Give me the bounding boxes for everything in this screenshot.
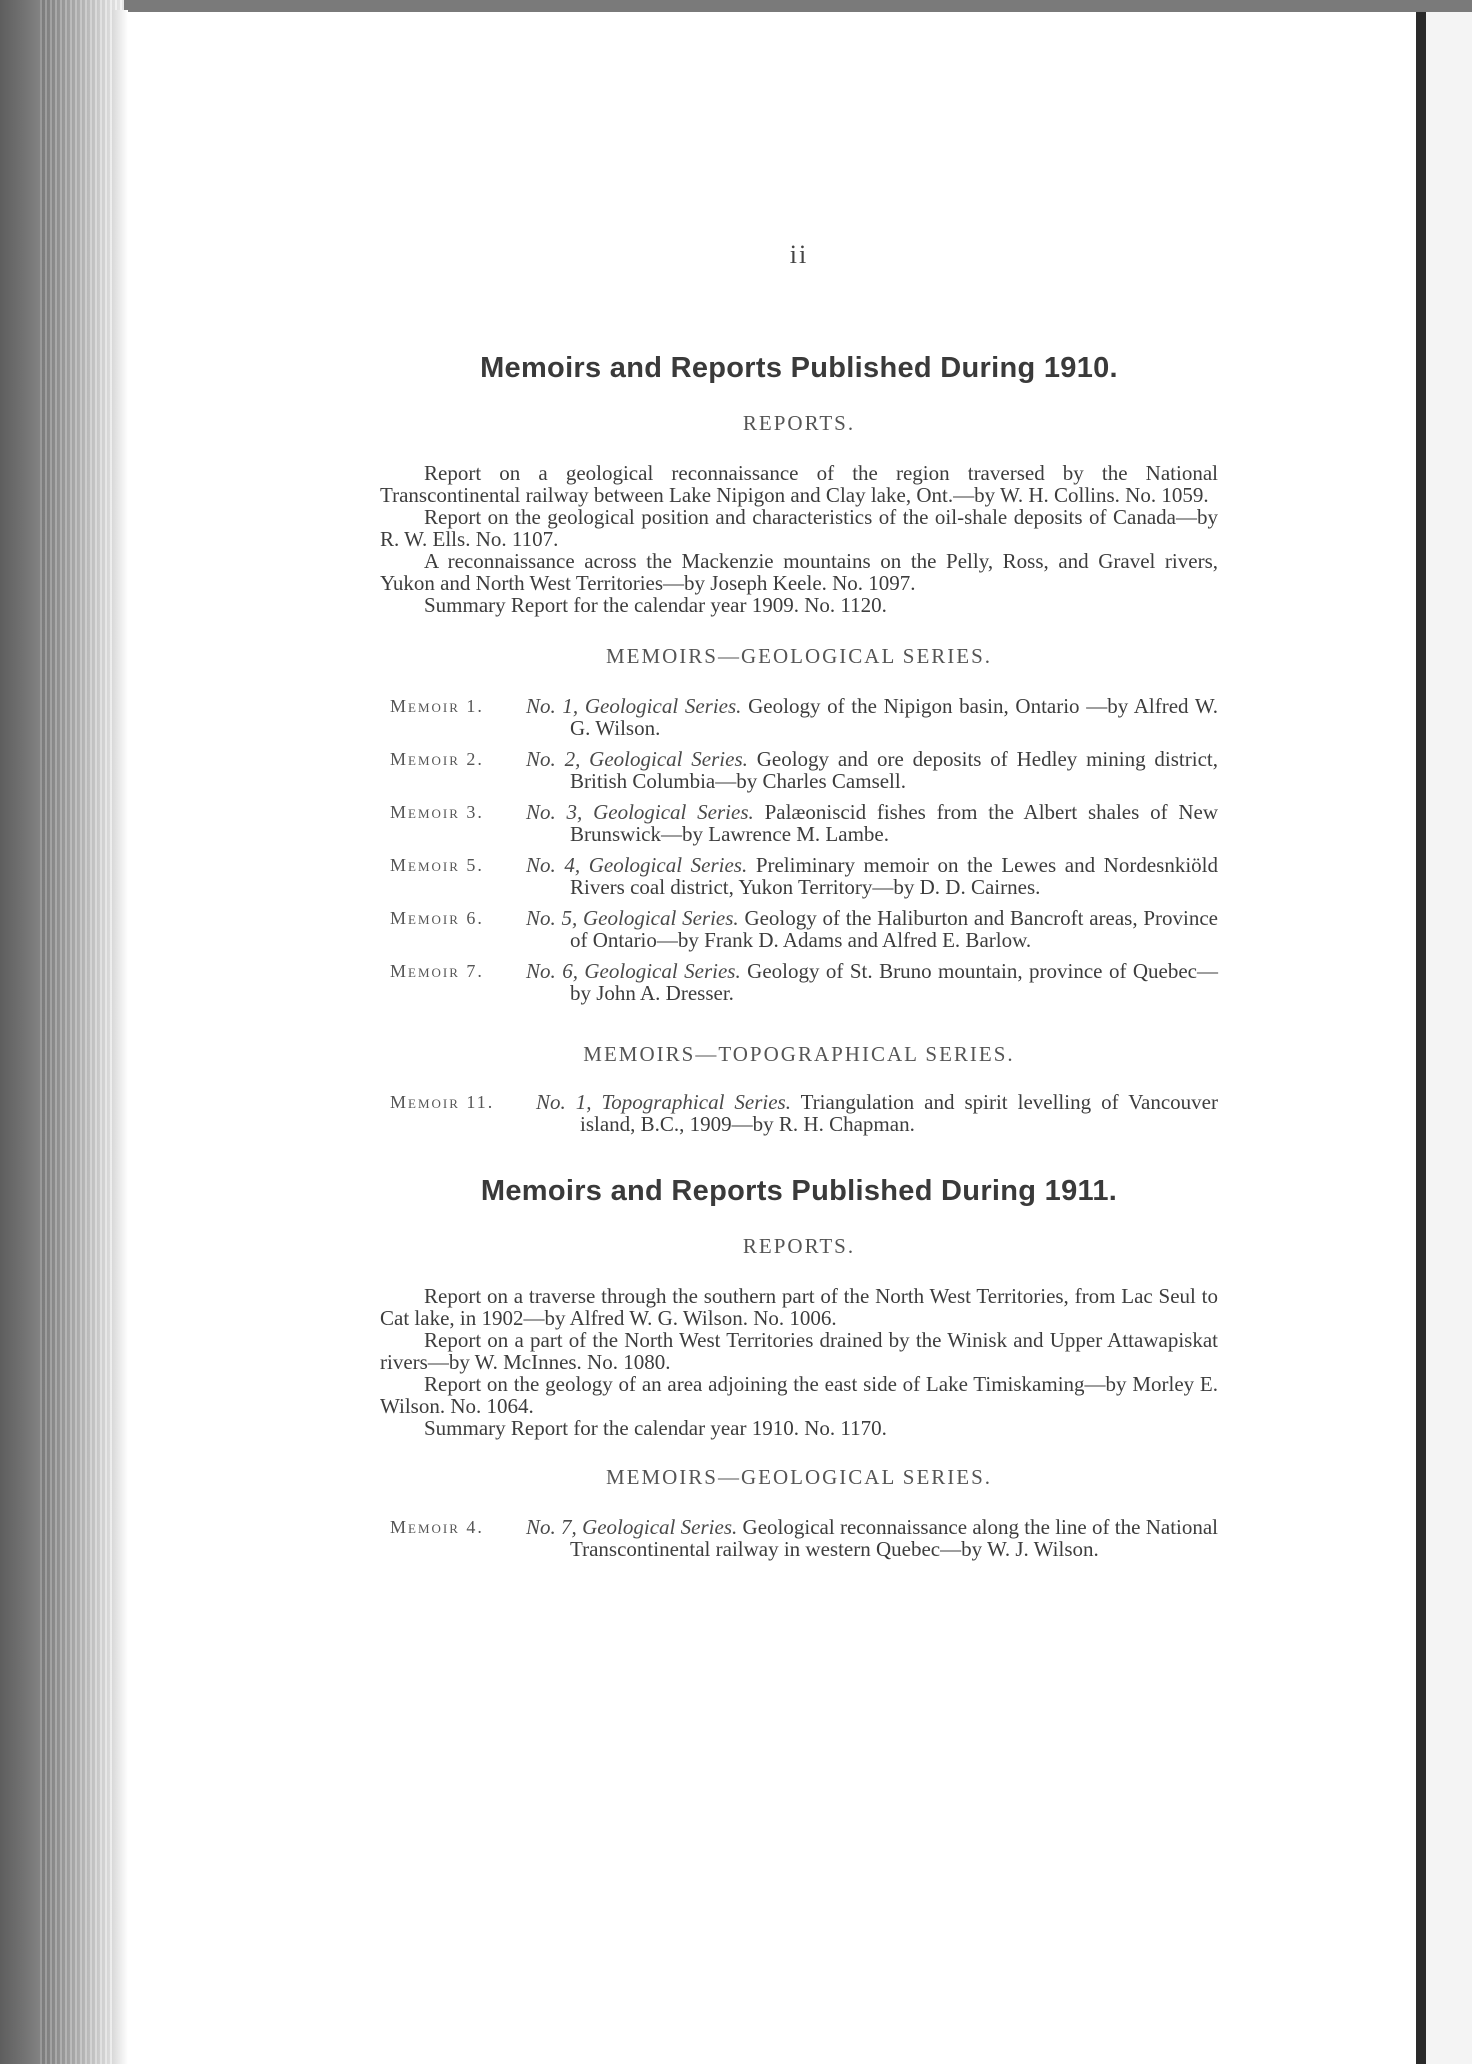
topographical-memoirs-1910 — [380, 1091, 1218, 1135]
memoir-description: Palæoniscid fishes from the Albert shales of New Brunswick—by Lawrence M. Lambe. — [570, 800, 1219, 846]
report-entry: Summary Report for the calendar year 1909. No. 1120. — [424, 593, 887, 617]
reports-list-1911 — [380, 1285, 1218, 1439]
memoir-description: Geology of St. Bruno mountain, province of Quebec—by John A. Dresser. — [570, 959, 1219, 1005]
geological-series-heading-1911: MEMOIRS—GEOLOGICAL SERIES. — [605, 1465, 993, 1489]
reports-heading-1911: REPORTS. — [742, 1234, 856, 1258]
series-number: No. 6, Geological Series. — [526, 959, 741, 983]
reports-heading-1910: REPORTS. — [742, 411, 856, 435]
memoir-label: Memoir 4. — [390, 1517, 484, 1537]
memoir-label: Memoir 3. — [390, 802, 484, 822]
page-content — [380, 240, 1218, 1569]
series-number: No. 1, Geological Series. — [526, 694, 742, 718]
memoir-description: Triangulation and spirit levelling of Vancouver island, B.C., 1909—by R. H. Chapman. — [580, 1090, 1218, 1136]
memoir-entry — [380, 1091, 1218, 1135]
report-entry: Report on a traverse through the southern part of the North West Territories, from Lac Seul to Cat lake, in 1902—by Alfred W. G. Wilson. No. 1006. — [380, 1284, 1218, 1330]
memoir-label: Memoir 1. — [390, 696, 484, 716]
memoir-label: Memoir 11. — [390, 1092, 495, 1112]
memoir-description: Preliminary memoir on the Lewes and Nordesnkiöld Rivers coal district, Yukon Territory—by D. D. Cairnes. — [570, 853, 1218, 899]
memoir-entry — [380, 907, 1218, 951]
memoir-label: Memoir 6. — [390, 908, 484, 928]
book-top-edge — [0, 0, 1472, 12]
report-entry: Report on a geological reconnaissance of the region traversed by the National Transcontinental railway between Lake Nipigon and Clay lake, Ont.—by W. H. Collins. No. 1059. — [380, 461, 1218, 507]
memoir-entry — [380, 801, 1218, 845]
series-number: No. 3, Geological Series. — [526, 800, 754, 824]
memoir-description: Geology of the Haliburton and Bancroft areas, Province of Ontario—by Frank D. Adams and Alfred E. Barlow. — [570, 906, 1219, 952]
report-entry: Summary Report for the calendar year 1910. No. 1170. — [424, 1416, 887, 1440]
gutter-shadow — [112, 10, 128, 2064]
memoir-label: Memoir 2. — [390, 749, 484, 769]
report-entry: A reconnaissance across the Mackenzie mountains on the Pelly, Ross, and Gravel rivers, Yukon and North West Territories—by Joseph Keele. No. 1097. — [380, 549, 1218, 595]
series-number: No. 7, Geological Series. — [526, 1515, 738, 1539]
memoir-entry — [380, 854, 1218, 898]
series-number: No. 1, Topographical Series. — [536, 1090, 791, 1114]
memoir-description: Geology of the Nipigon basin, Ontario —by Alfred W. G. Wilson. — [570, 694, 1219, 740]
memoir-description: Geology and ore deposits of Hedley mining district, British Columbia—by Charles Camsell. — [570, 747, 1218, 793]
series-number: No. 5, Geological Series. — [526, 906, 739, 930]
memoir-description: Geological reconnaissance along the line of the National Transcontinental railway in western Quebec—by W. J. Wilson. — [570, 1515, 1219, 1561]
page-number: ii — [789, 240, 809, 269]
series-number: No. 2, Geological Series. — [526, 747, 748, 771]
report-entry: Report on a part of the North West Territories drained by the Winisk and Upper Attawapiskat rivers—by W. McInnes. No. 1080. — [380, 1328, 1218, 1374]
geological-memoirs-1910 — [380, 695, 1218, 1004]
section-title-1911: Memoirs and Reports Published During 1911. — [480, 1175, 1118, 1207]
section-title-1910: Memoirs and Reports Published During 1910. — [480, 352, 1118, 384]
report-entry: Report on the geological position and characteristics of the oil-shale deposits of Canada—by R. W. Ells. No. 1107. — [380, 505, 1218, 551]
memoir-entry — [380, 1516, 1218, 1560]
geological-memoirs-1911 — [380, 1516, 1218, 1560]
right-page-edge — [1416, 12, 1426, 2064]
memoir-label: Memoir 7. — [390, 961, 484, 981]
book-spine — [0, 0, 124, 2064]
report-entry: Report on the geology of an area adjoining the east side of Lake Timiskaming—by Morley E. Wilson. No. 1064. — [380, 1372, 1218, 1418]
series-number: No. 4, Geological Series. — [526, 853, 748, 877]
topographical-series-heading-1910: MEMOIRS—TOPOGRAPHICAL SERIES. — [583, 1042, 1015, 1066]
memoir-entry — [380, 960, 1218, 1004]
memoir-label: Memoir 5. — [390, 855, 484, 875]
right-margin — [1426, 12, 1472, 2064]
reports-list-1910 — [380, 462, 1218, 616]
geological-series-heading-1910: MEMOIRS—GEOLOGICAL SERIES. — [605, 644, 993, 668]
memoir-entry — [380, 748, 1218, 792]
memoir-entry — [380, 695, 1218, 739]
